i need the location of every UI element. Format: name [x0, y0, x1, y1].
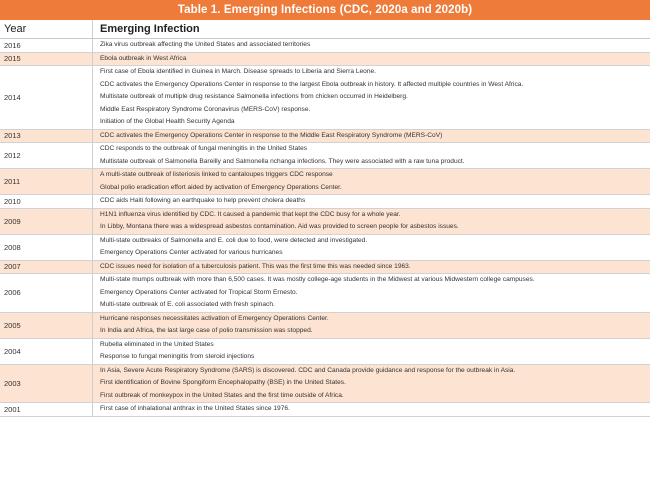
row-year: 2013 [4, 131, 21, 141]
event-line: Response to fungal meningitis from steroid injections [100, 353, 255, 360]
event-line: Hurricane responses necessitates activation of Emergency Operations Center. [100, 314, 329, 322]
table-row [0, 39, 650, 53]
event-line: In India and Africa, the last large case of polio transmission was stopped. [100, 327, 313, 334]
table-row [0, 53, 650, 67]
event-line: CDC activates the Emergency Operations Center in response to the largest Ebola outbreak in history. It affected multiple countries in West Africa. [100, 80, 524, 88]
table-row [0, 209, 650, 235]
event-line: Ebola outbreak in West Africa [100, 54, 187, 62]
table-row [0, 274, 650, 313]
table-row [0, 195, 650, 209]
event-line: Emergency Operations Center activated for Tropical Storm Ernesto. [100, 288, 298, 296]
row-events [92, 313, 650, 338]
row-year: 2006 [4, 288, 21, 298]
event-line: First case of inhalational anthrax in the United States since 1976. [100, 405, 290, 412]
table-row [0, 143, 650, 169]
row-year: 2004 [4, 346, 21, 356]
row-events [92, 261, 650, 274]
event-line: First outbreak of monkeypox in the United States and the first time outside of Africa. [100, 391, 344, 399]
header-emerging-infection: Emerging Infection [92, 20, 650, 38]
event-line: First case of Ebola identified in Guinea in March. Disease spreads to Liberia and Sierra Leone. [100, 68, 376, 75]
event-line: Middle East Respiratory Syndrome Coronavirus (MERS-CoV) response. [100, 105, 311, 113]
row-events [92, 66, 650, 129]
table-header-row [0, 20, 650, 39]
event-line: CDC aids Haiti following an earthquake to help prevent cholera deaths [100, 197, 306, 204]
row-events [92, 365, 650, 403]
event-line: Multi-state outbreaks of Salmonella and E. coli due to food, were detected and investigated. [100, 236, 368, 244]
event-line: Multi-state mumps outbreak with more than 6,500 cases. It was mostly college-age students in the Midwest at various Midwestern college campuses. [100, 276, 535, 283]
row-year: 2008 [4, 242, 21, 252]
table-row [0, 313, 650, 339]
event-line: Global polio eradication effort aided by activation of Emergency Operations Center. [100, 183, 342, 191]
event-line: First identification of Bovine Spongiform Encephalopathy (BSE) in the United States. [100, 379, 346, 386]
event-line: CDC issues need for isolation of a tuberculosis patient. This was the first time this was needed since 1963. [100, 262, 411, 270]
row-events [92, 130, 650, 143]
table-row [0, 169, 650, 195]
row-year: 2016 [4, 40, 21, 50]
row-year: 2015 [4, 54, 21, 64]
row-events [92, 235, 650, 260]
row-events [92, 403, 650, 416]
row-events [92, 209, 650, 234]
table-row [0, 130, 650, 144]
row-year: 2007 [4, 262, 21, 272]
row-year: 2012 [4, 151, 21, 160]
event-line: H1N1 influenza virus identified by CDC. It caused a pandemic that kept the CDC busy for a whole year. [100, 210, 401, 218]
table-row [0, 235, 650, 261]
table-row [0, 403, 650, 417]
table-title: Table 1. Emerging Infections (CDC, 2020a and 2020b) [0, 0, 650, 20]
row-year: 2001 [4, 404, 21, 414]
event-line: In Asia, Severe Acute Respiratory Syndrome (SARS) is discovered. CDC and Canada provide guidance and response for the outbreak in Asia. [100, 366, 516, 374]
row-events [92, 274, 650, 312]
table-row [0, 339, 650, 365]
row-events [92, 53, 650, 66]
event-line: Emergency Operations Center activated for various hurricanes [100, 249, 283, 256]
row-year: 2005 [4, 320, 21, 330]
table-body [0, 39, 650, 417]
table-row [0, 261, 650, 275]
row-year: 2003 [4, 378, 21, 388]
row-events [92, 169, 650, 194]
row-year: 2009 [4, 216, 21, 226]
event-line: A multi-state outbreak of listeriosis linked to cantaloupes triggers CDC response [100, 171, 333, 178]
event-line: Multistate outbreak of Salmonella Bareilly and Salmonella nchanga infections. They were associated with a raw tuna product. [100, 157, 465, 165]
row-year: 2014 [4, 92, 21, 102]
event-line: In Libby, Montana there was a widespread asbestos contamination. Aid was provided to screen people for asbestos issues. [100, 223, 459, 230]
row-year: 2010 [4, 196, 21, 206]
event-line: Zika virus outbreak affecting the United States and associated territories [100, 41, 311, 48]
event-line: CDC activates the Emergency Operations Center in response to the Middle East Respiratory Syndrome (MERS-CoV) [100, 131, 443, 139]
table-row [0, 66, 650, 130]
row-events [92, 195, 650, 208]
event-line: Initiation of the Global Health Security Agenda [100, 118, 235, 125]
table-row [0, 365, 650, 404]
header-year: Year [4, 23, 27, 35]
event-line: CDC responds to the outbreak of fungal meningitis in the United States [100, 145, 308, 152]
row-year: 2011 [4, 177, 21, 186]
row-events [92, 339, 650, 364]
event-line: Rubella eliminated in the United States [100, 340, 214, 348]
event-line: Multi-state outbreak of E. coli associated with fresh spinach. [100, 301, 275, 308]
row-events [92, 143, 650, 168]
row-events [92, 39, 650, 52]
event-line: Multistate outbreak of multiple drug resistance Salmonella infections from chicken occurred in Heidelberg. [100, 93, 408, 100]
